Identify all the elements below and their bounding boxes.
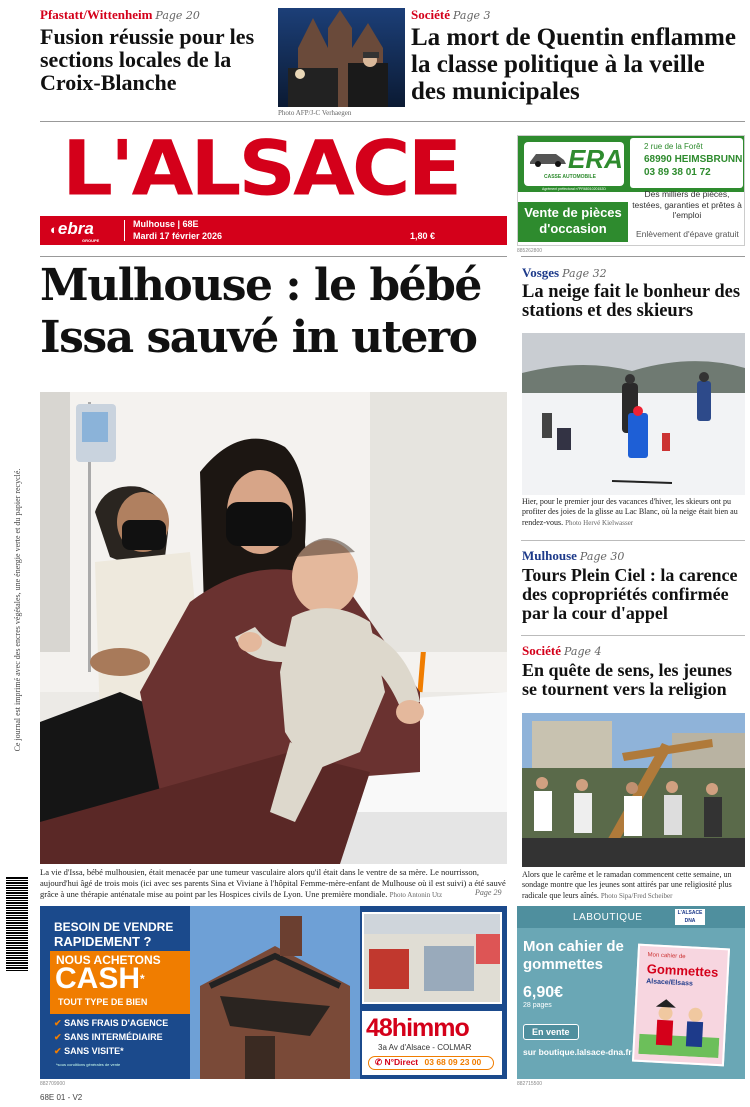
top-photo bbox=[278, 8, 405, 107]
offer-banner: Vente de pièces d'occasion bbox=[518, 202, 628, 242]
check-icon: ✔ bbox=[54, 1018, 62, 1028]
societe-caption: Alors que le carême et le ramadan commencent cette semaine, un sondage montre que les jeunes sont attirés par une religiosité plus radicale que leurs aînés. Photo Sipa/Fred Scheiber bbox=[522, 870, 732, 900]
book-illustration bbox=[638, 994, 721, 1058]
vosges-story[interactable]: Vosges Page 32 La neige fait le bonheur des stations et des skieurs bbox=[522, 265, 741, 322]
brand-48himmo: 48himmo bbox=[366, 1014, 469, 1042]
immo-ad[interactable]: BESOIN DE VENDRE RAPIDEMENT ? NOUS ACHETONS CASH* TOUT TYPE DE BIEN ✔ SANS FRAIS D'AGENCE ✔ SANS INTERMÉDIAIRE ✔ SANS VISITE* *sous conditions générales de vente 48himmo 3a Av d'Alsace - COLMAR ✆ N°Direct 03 68 09 23 00 bbox=[40, 906, 507, 1079]
top-right-story[interactable] bbox=[411, 4, 741, 105]
headline: La mort de Quentin enflamme la classe politique à la veille des municipales bbox=[411, 24, 736, 105]
main-caption: La vie d'Issa, bébé mulhousien, était menacée par une tumeur vasculaire alors qu'il était dans le ventre de sa mère. Le nourrisson, aujourd'hui âgé de trois mois (ici avec ses parents Sina et Viviane à l'hôpital Femme-mère-enfant de Mulhouse où il est suivi) a été sauvé grâce à une thérapie anténatale mise au point par les Hospices civils de Lyon. Une première mondiale. Photo Antonin Utz bbox=[40, 867, 506, 900]
cash-label: CASH* bbox=[55, 962, 145, 995]
masthead-logo[interactable]: L'ALSACE bbox=[62, 124, 460, 213]
date: Mardi 17 février 2026 bbox=[133, 231, 223, 241]
phone-icon: ✆ bbox=[375, 1057, 383, 1067]
era-logo: ERA CASSE AUTOMOBILE bbox=[524, 142, 624, 186]
footer-code: 68E 01 - V2 bbox=[40, 1093, 83, 1102]
main-headline[interactable]: Mulhouse : le bébé Issa sauvé in utero bbox=[40, 260, 481, 363]
price: 1,80 € bbox=[410, 231, 436, 241]
photo-credit: Photo AFP/J-C Verhaegen bbox=[278, 109, 352, 117]
main-page-ref[interactable]: Page 29 bbox=[475, 888, 502, 897]
era-ad[interactable]: ERA CASSE AUTOMOBILE Agrément préfectoral n°PR6801020152D 2 rue de la Forêt 68990 HEIMSBRUNN 03 89 38 01 72 Vente de pièces d'occasion Des milliers de pièces, testées, garanties et prêtes à l'emploi Enlèvement d'épave gratuit bbox=[517, 135, 745, 246]
boutique-ad[interactable]: LABOUTIQUE L'ALSACE DNA Mon cahier de gommettes 6,90€ 28 pages En vente sur boutique.lalsace-dna.fr Mon cahier de Gommettes Alsace/Elsass bbox=[517, 906, 745, 1079]
agency-photo bbox=[364, 914, 500, 1002]
kicker: Pfastatt/Wittenheim bbox=[40, 7, 153, 22]
vosges-caption: Hier, pour le premier jour des vacances d'hiver, les skieurs ont pu profiter des joies de la glisse au Lac Blanc, où la neige était bien au rendez-vous. Photo Hervé Kielwasser bbox=[522, 497, 738, 527]
car-icon bbox=[528, 148, 568, 168]
check-icon: ✔ bbox=[54, 1046, 62, 1056]
ebra-logo: ◐ebra GROUPE bbox=[50, 219, 100, 243]
societe-story[interactable]: Société Page 4 En quête de sens, les jeunes se tournent vers la religion bbox=[522, 643, 733, 699]
top-left-story[interactable] bbox=[40, 4, 265, 94]
headline: Fusion réussie pour les sections locales de la Croix-Blanche bbox=[40, 24, 255, 96]
mulhouse-story[interactable]: Mulhouse Page 30 Tours Plein Ciel : la carence des copropriétés confirmée par la cour d'appel bbox=[522, 548, 738, 623]
ebra-icon: ◐ bbox=[50, 222, 58, 237]
book-cover: Mon cahier de Gommettes Alsace/Elsass bbox=[632, 944, 730, 1067]
page-ref: Page 3 bbox=[452, 9, 491, 22]
side-notice: Ce journal est imprimé avec des encres végétales, une énergie verte et du papier recyclé. bbox=[13, 468, 22, 752]
house-photo bbox=[190, 906, 360, 1079]
vosges-photo bbox=[522, 333, 745, 495]
divider bbox=[40, 121, 745, 122]
main-photo bbox=[40, 392, 507, 864]
masthead-bar bbox=[40, 216, 507, 245]
barcode bbox=[6, 876, 28, 971]
page-ref: Page 20 bbox=[155, 9, 200, 22]
edition: Mulhouse | 68E bbox=[133, 219, 199, 229]
check-icon: ✔ bbox=[54, 1032, 62, 1042]
kicker: Société bbox=[411, 7, 450, 22]
societe-photo bbox=[522, 713, 745, 867]
